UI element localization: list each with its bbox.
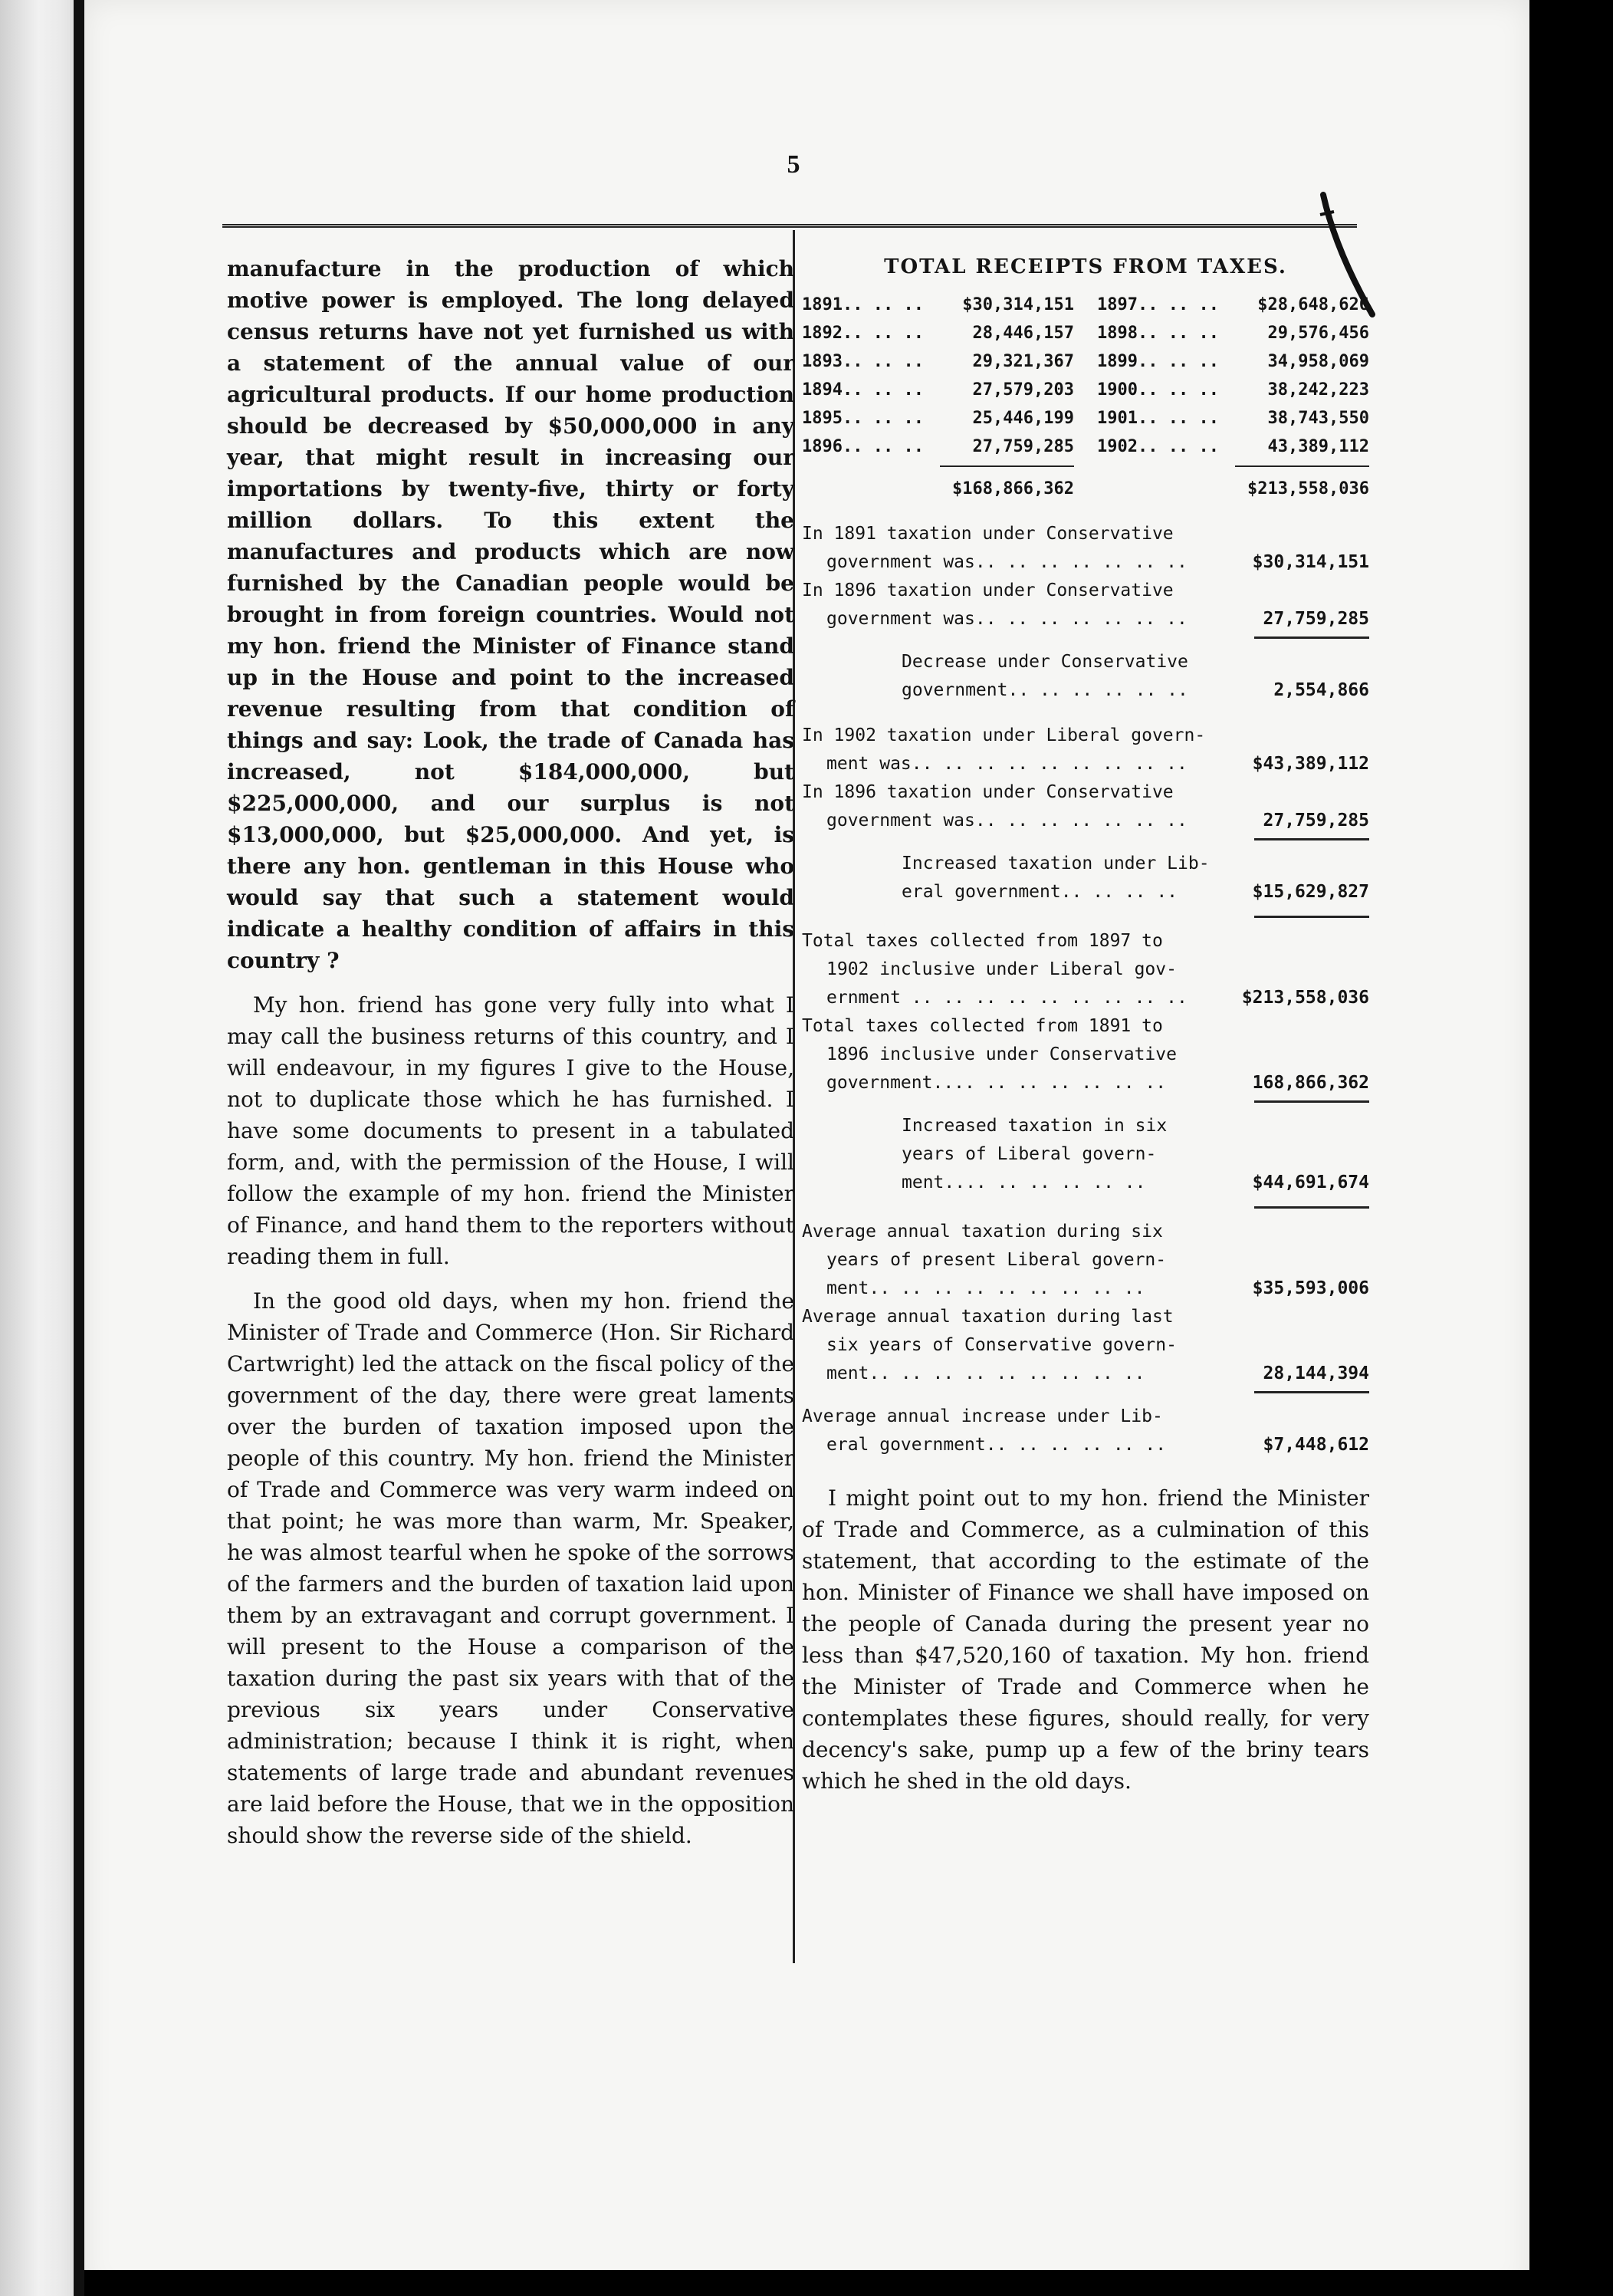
paragraph: My hon. friend has gone very fully into what I may call the business returns of this country, and I will endeavour, in my figures I give to the House, not to duplicate those which he has furnished. I have some documents to present in a tabulated form, and, with the permission of the House, I will follow the example of my hon. friend the Minister of Finance, and hand them to the reporters without reading them in full. bbox=[227, 992, 794, 1269]
statement-text: Average annual increase under Lib- bbox=[802, 1406, 1163, 1426]
statement-text: ment was.. .. .. .. .. .. .. .. .. bbox=[826, 754, 1188, 774]
statement-text: In 1891 taxation under Conservative bbox=[802, 524, 1174, 544]
rule bbox=[1254, 1391, 1369, 1393]
table-title: TOTAL RECEIPTS FROM TAXES. bbox=[884, 255, 1287, 278]
average-liberal-statement bbox=[802, 1218, 1369, 1303]
amount-cell: 34,958,069 bbox=[1267, 352, 1369, 371]
statement-text: Total taxes collected from 1897 to bbox=[802, 931, 1163, 951]
table-row bbox=[802, 404, 1074, 433]
statement-amount: $43,389,112 bbox=[1252, 754, 1369, 774]
amount-cell: 25,446,199 bbox=[972, 409, 1074, 428]
rule bbox=[1254, 636, 1369, 639]
scan-border bbox=[84, 2270, 1529, 2296]
receipts-table bbox=[802, 291, 1369, 461]
rule bbox=[1254, 838, 1369, 840]
table-row bbox=[1097, 433, 1369, 461]
average-increase-statement bbox=[802, 1403, 1369, 1459]
average-conservative-statement bbox=[802, 1303, 1369, 1388]
total-conservative: $168,866,362 bbox=[940, 465, 1074, 503]
statement-line bbox=[802, 676, 1369, 705]
statement-amount: 2,554,866 bbox=[1273, 680, 1369, 700]
statement-text: government was.. .. .. .. .. .. .. bbox=[826, 609, 1188, 629]
amount-cell: $28,648,626 bbox=[1257, 295, 1369, 314]
amount-cell: 28,446,157 bbox=[972, 324, 1074, 343]
year-cell: 1899.. .. .. bbox=[1097, 352, 1219, 371]
statement-text: Increased taxation in six bbox=[902, 1116, 1168, 1136]
statement-text: ment.... .. .. .. .. .. bbox=[902, 1173, 1146, 1192]
statement-text: ment.. .. .. .. .. .. .. .. .. bbox=[826, 1363, 1145, 1383]
year-cell: 1897.. .. .. bbox=[1097, 295, 1219, 314]
statement-text: government.... .. .. .. .. .. .. bbox=[826, 1073, 1167, 1093]
amount-cell: 29,576,456 bbox=[1267, 324, 1369, 343]
amount-cell: 29,321,367 bbox=[972, 352, 1074, 371]
statement-amount: $7,448,612 bbox=[1263, 1435, 1369, 1455]
right-text-column bbox=[802, 253, 1369, 1797]
statement-line bbox=[802, 548, 1369, 577]
table-row bbox=[1097, 291, 1369, 319]
left-text-column bbox=[227, 253, 794, 1864]
table-row bbox=[1097, 404, 1369, 433]
statement-amount: 27,759,285 bbox=[1263, 609, 1369, 629]
statement-text: In 1902 taxation under Liberal govern- bbox=[802, 725, 1206, 745]
header-rule bbox=[222, 224, 1357, 228]
amount-cell: 27,759,285 bbox=[972, 437, 1074, 456]
statement-text: 1896 inclusive under Conservative bbox=[826, 1044, 1177, 1064]
statement-text: ernment .. .. .. .. .. .. .. .. .. bbox=[826, 988, 1188, 1008]
rule bbox=[1254, 916, 1369, 918]
statement-line bbox=[802, 807, 1369, 835]
paragraph: In the good old days, when my hon. friend the Minister of Trade and Commerce (Hon. Sir Richard Cartwright) led the attack on the fiscal policy of the government of the day, there were great laments over the burden of taxation imposed upon the people of this country. My hon. friend the Minister of Trade and Commerce was very warm indeed on that point; he was more than warm, Mr. Speaker, he was almost tearful when he spoke of the sorrows of the farmers and the burden of taxation laid upon them by an extravagant and corrupt government. I will present to the House a comparison of the taxation during the past six years with that of the previous six years under Conservative administration; because I think it is right, when statements of large trade and abundant revenues are laid before the House, that we in the opposition should show the reverse side of the shield. bbox=[227, 1288, 794, 1848]
amount-cell: 38,743,550 bbox=[1267, 409, 1369, 428]
six-year-increase-statement bbox=[802, 1112, 1369, 1197]
year-cell: 1892.. .. .. bbox=[802, 324, 924, 343]
statement-text: six years of Conservative govern- bbox=[826, 1335, 1177, 1355]
statement-amount: $35,593,006 bbox=[1252, 1278, 1369, 1298]
paragraph: manufacture in the production of which motive power is employed. The long delayed census returns have not yet furnished us with a statement of the annual value of our agricultural products. If our home production should be decreased by $50,000,000 in any year, that might result in increasing our importations by twenty-five, thirty or forty million dollars. To this extent the manufactures and products which are now furnished by the Canadian people would be brought in from foreign countries. Would not my hon. friend the Minister of Finance stand up in the House and point to the increased revenue resulting from that condition of things and say: Look, the trade of Canada has increased, not $184,000,000, but $225,000,000, and our surplus is not $13,000,000, but $25,000,000. And yet, is there any hon. gentleman in this House who would say that such a statement would indicate a healthy condition of affairs in this country ? bbox=[227, 256, 794, 973]
rule bbox=[1254, 1100, 1369, 1103]
year-cell: 1891.. .. .. bbox=[802, 295, 924, 314]
year-cell: 1902.. .. .. bbox=[1097, 437, 1219, 456]
table-row bbox=[802, 347, 1074, 376]
increase-statement bbox=[802, 850, 1369, 906]
receipts-column-liberal bbox=[1097, 291, 1369, 461]
statement-line bbox=[802, 984, 1369, 1012]
statement-amount: $213,558,036 bbox=[1241, 988, 1369, 1008]
statement-text: Increased taxation under Lib- bbox=[902, 854, 1210, 873]
decrease-statement bbox=[802, 648, 1369, 705]
table-row bbox=[802, 376, 1074, 404]
year-cell: 1896.. .. .. bbox=[802, 437, 924, 456]
table-row bbox=[1097, 347, 1369, 376]
statement-amount: 27,759,285 bbox=[1263, 811, 1369, 831]
statement-text: Average annual taxation during six bbox=[802, 1222, 1163, 1242]
page-gutter bbox=[74, 0, 84, 2296]
statement-text: ment.. .. .. .. .. .. .. .. .. bbox=[826, 1278, 1145, 1298]
taxation-statement-1902 bbox=[802, 722, 1369, 778]
total-liberal: $213,558,036 bbox=[1235, 465, 1369, 503]
year-cell: 1901.. .. .. bbox=[1097, 409, 1219, 428]
receipts-column-conservative bbox=[802, 291, 1074, 461]
statement-text: 1902 inclusive under Liberal gov- bbox=[826, 959, 1177, 979]
statement-text: Decrease under Conservative bbox=[902, 652, 1188, 672]
statement-amount: 28,144,394 bbox=[1263, 1363, 1369, 1383]
statement-text: Total taxes collected from 1891 to bbox=[802, 1016, 1163, 1036]
amount-cell: 38,242,223 bbox=[1267, 380, 1369, 400]
statement-line bbox=[802, 1169, 1369, 1197]
year-cell: 1893.. .. .. bbox=[802, 352, 924, 371]
statement-line bbox=[802, 605, 1369, 633]
year-cell: 1894.. .. .. bbox=[802, 380, 924, 400]
closing-paragraph: I might point out to my hon. friend the Minister of Trade and Commerce, as a culmination of this statement, that according to the estimate of the hon. Minister of Finance we shall have imposed on the people of Canada during the present year no less than $47,520,160 of taxation. My hon. friend the Minister of Trade and Commerce when he contemplates these figures, should really, for very decency's sake, pump up a few of the briny tears which he shed in the old days. bbox=[802, 1485, 1369, 1794]
taxation-statement-1896 bbox=[802, 577, 1369, 633]
statement-line bbox=[802, 878, 1369, 906]
receipts-totals bbox=[802, 465, 1369, 503]
table-row bbox=[802, 433, 1074, 461]
statement-line bbox=[802, 1069, 1369, 1097]
year-cell: 1895.. .. .. bbox=[802, 409, 924, 428]
page-number: 5 bbox=[787, 150, 800, 179]
statement-text: government.. .. .. .. .. .. bbox=[902, 680, 1188, 700]
statement-text: In 1896 taxation under Conservative bbox=[802, 782, 1174, 802]
statement-amount: 168,866,362 bbox=[1252, 1073, 1369, 1093]
rule bbox=[1254, 1206, 1369, 1209]
statement-text: government was.. .. .. .. .. .. .. bbox=[826, 552, 1188, 572]
year-cell: 1900.. .. .. bbox=[1097, 380, 1219, 400]
taxation-statement-1891 bbox=[802, 520, 1369, 577]
statement-amount: $30,314,151 bbox=[1252, 552, 1369, 572]
year-cell: 1898.. .. .. bbox=[1097, 324, 1219, 343]
table-row bbox=[802, 319, 1074, 347]
statement-text: eral government.. .. .. .. .. .. bbox=[826, 1435, 1167, 1455]
table-row bbox=[1097, 376, 1369, 404]
taxation-statement-1896-b bbox=[802, 778, 1369, 835]
statement-line bbox=[802, 1360, 1369, 1388]
statement-text: eral government.. .. .. .. bbox=[902, 882, 1178, 902]
table-row bbox=[1097, 319, 1369, 347]
statement-amount: $44,691,674 bbox=[1252, 1173, 1369, 1192]
statement-line bbox=[802, 1431, 1369, 1459]
amount-cell: $30,314,151 bbox=[962, 295, 1074, 314]
statement-text: government was.. .. .. .. .. .. .. bbox=[826, 811, 1188, 831]
statement-text: Average annual taxation during last bbox=[802, 1307, 1174, 1327]
total-conservative-statement bbox=[802, 1012, 1369, 1097]
amount-cell: 27,579,203 bbox=[972, 380, 1074, 400]
total-liberal-statement bbox=[802, 927, 1369, 1012]
statement-text: years of present Liberal govern- bbox=[826, 1250, 1167, 1270]
table-row bbox=[802, 291, 1074, 319]
statement-text: In 1896 taxation under Conservative bbox=[802, 581, 1174, 600]
statement-text: years of Liberal govern- bbox=[902, 1144, 1157, 1164]
statement-line bbox=[802, 1275, 1369, 1303]
amount-cell: 43,389,112 bbox=[1267, 437, 1369, 456]
statement-line bbox=[802, 750, 1369, 778]
statement-amount: $15,629,827 bbox=[1252, 882, 1369, 902]
